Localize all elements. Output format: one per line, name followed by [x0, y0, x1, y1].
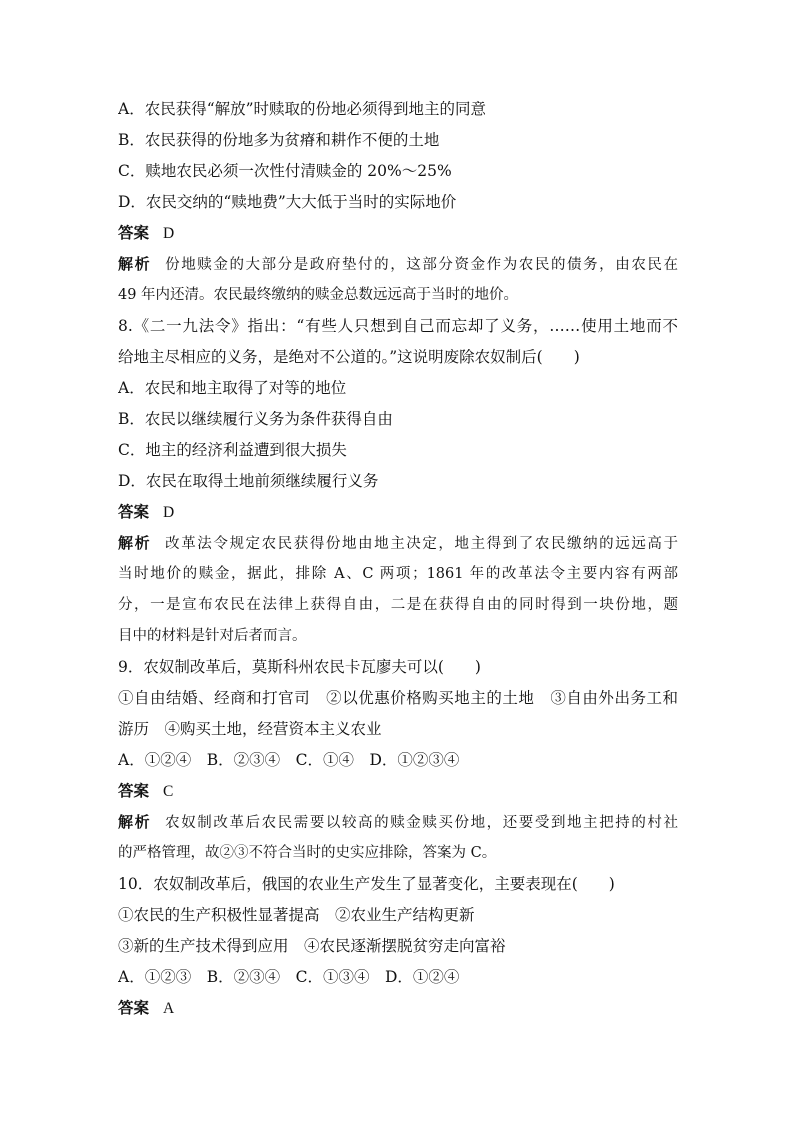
- q10-answer: [118, 993, 678, 1024]
- q8-option-c: C．地主的经济利益遭到很大损失: [118, 441, 347, 459]
- q8-explanation-line-3: 分，一是宣布农民在法律上获得自由，二是在获得自由的同时得到一块份地，题: [118, 597, 678, 613]
- q10-choices: A．①②③ B．②③④ C．①③④ D．①②④: [118, 968, 460, 986]
- q7-answer: [118, 218, 678, 249]
- q8-stem-line-2: 给地主尽相应的义务，是绝对不公道的。”这说明废除农奴制后( ): [118, 348, 580, 366]
- q9-explanation-label: 解析: [118, 813, 152, 831]
- q8-explanation-label: 解析: [118, 534, 152, 552]
- q7-option-c: C．赎地农民必须一次性付清赎金的 20%～25%: [118, 162, 452, 180]
- q7-explanation-label: 解析: [118, 255, 152, 273]
- q8-option-a: A．农民和地主取得了对等的地位: [118, 379, 347, 397]
- q8-answer-value: D: [163, 504, 175, 521]
- q8-stem-line-1: 8.《二一九法令》指出：“有些人只想到自己而忘却了义务，……使用土地而不: [118, 317, 678, 335]
- q7-explanation-text-1: 份地赎金的大部分是政府垫付的，这部分资金作为农民的债务，由农民在: [165, 257, 678, 273]
- q10-answer-label: 答案: [118, 999, 150, 1017]
- q9-items-line-2: 游历 ④购买土地，经营资本主义农业: [118, 720, 382, 738]
- document-page: [118, 94, 678, 1024]
- q9-explanation-text-1: 农奴制改革后农民需要以较高的赎金赎买份地，还要受到地主把持的村社: [165, 815, 678, 831]
- q10-answer-value: A: [163, 1000, 175, 1017]
- q9-answer: [118, 776, 678, 807]
- q8-option-d: D．农民在取得土地前须继续履行义务: [118, 472, 379, 490]
- q7-option-d: D．农民交纳的“赎地费”大大低于当时的实际地价: [118, 193, 457, 211]
- q8-explanation-line-2: 当时地价的赎金，据此，排除 A、C 两项；1861 年的改革法令主要内容有两部: [118, 566, 678, 582]
- q7-explanation-line-2: 49 年内还清。农民最终缴纳的赎金总数远远高于当时的地价。: [118, 287, 519, 303]
- q8-explanation-text-1: 改革法令规定农民获得份地由地主决定，地主得到了农民缴纳的远远高于: [165, 536, 678, 552]
- q8-explanation-line-1: [118, 528, 678, 559]
- q8-answer: [118, 497, 678, 528]
- q7-explanation-line-1: [118, 249, 678, 280]
- q7-option-b: B．农民获得的份地多为贫瘠和耕作不便的土地: [118, 131, 440, 149]
- q8-explanation-line-4: 目中的材料是针对后者而言。: [118, 628, 307, 644]
- q9-answer-label: 答案: [118, 782, 150, 800]
- q9-choices: A．①②④ B．②③④ C．①④ D．①②③④: [118, 751, 460, 769]
- q10-items-line-2: ③新的生产技术得到应用 ④农民逐渐摆脱贫穷走向富裕: [118, 937, 506, 955]
- q8-option-b: B．农民以继续履行义务为条件获得自由: [118, 410, 393, 428]
- q7-answer-value: D: [163, 225, 175, 242]
- q9-answer-value: C: [163, 783, 174, 800]
- q9-explanation-line-1: [118, 807, 678, 838]
- q9-stem: 9．农奴制改革后，莫斯科州农民卡瓦廖夫可以( ): [118, 658, 481, 676]
- q8-answer-label: 答案: [118, 503, 150, 521]
- q9-explanation-line-2: 的严格管理，故②③不符合当时的史实应排除，答案为 C。: [118, 845, 497, 861]
- q10-items-line-1: ①农民的生产积极性显著提高 ②农业生产结构更新: [118, 906, 475, 924]
- q10-stem: 10．农奴制改革后，俄国的农业生产发生了显著变化，主要表现在( ): [118, 875, 615, 893]
- q9-items-line-1: ①自由结婚、经商和打官司 ②以优惠价格购买地主的土地 ③自由外出务工和: [118, 689, 678, 707]
- q7-option-a: A．农民获得“解放”时赎取的份地必须得到地主的同意: [118, 100, 487, 118]
- q7-answer-label: 答案: [118, 224, 150, 242]
